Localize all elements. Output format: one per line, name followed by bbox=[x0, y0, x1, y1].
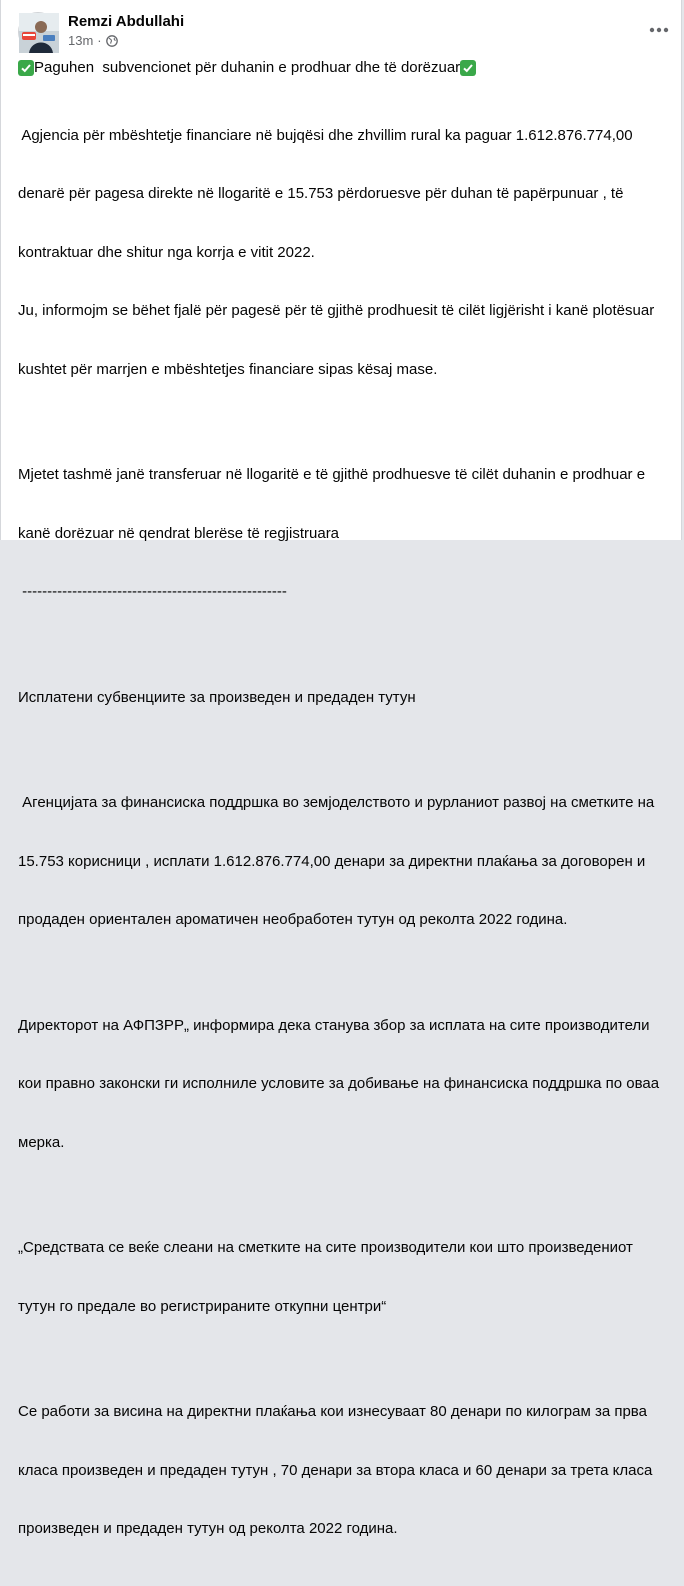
check-mark-button-icon bbox=[460, 60, 476, 76]
text-line: Mjetet tashmë janë transferuar në llogaritë e të gjithë prodhuesve të cilët duhanin e prodhuar e bbox=[18, 466, 646, 483]
text-line: 15.753 корисници , исплати 1.612.876.774,00 денари за директни плаќања за договорен и bbox=[18, 852, 646, 870]
text-line: Агенцијата за финансиска поддршка во земјоделството и рурланиот развој на сметките на bbox=[18, 794, 655, 811]
text-line: „Средствата се веќе слеани на сметките на сите производители кои што произведениот bbox=[18, 1239, 633, 1256]
post-paragraph bbox=[18, 977, 666, 1192]
text-line: kanë dorëzuar në qendrat blerëse të regjistruara bbox=[18, 524, 340, 542]
post-paragraph bbox=[18, 1363, 666, 1578]
text-divider: ----------------------------------------------------- bbox=[18, 583, 287, 600]
post-paragraph bbox=[18, 426, 666, 641]
post-body bbox=[18, 58, 666, 1586]
author-avatar[interactable] bbox=[18, 12, 58, 52]
text-line: Agjencia për mbështetje financiare në bujqësi dhe zhvillim rural ka paguar 1.612.876.774,00 bbox=[18, 126, 633, 144]
text-line: kontraktuar dhe shitur nga korrja e vitit 2022. bbox=[18, 243, 315, 261]
text-line: Директорот на АФПЗРР„ информира дека станува збор за исплата на сите производители bbox=[18, 1016, 650, 1034]
globe-icon[interactable] bbox=[106, 35, 118, 47]
text-line: кои правно законски ги исполниле условите за добивање на финансиска поддршка по оваа bbox=[18, 1075, 660, 1092]
text-line: Исплатени субвенциите за произведен и предаден тутун bbox=[18, 688, 416, 706]
text-line: произведен и предаден тутун од реколта 2022 година. bbox=[18, 1520, 398, 1537]
meta-separator: · bbox=[97, 33, 102, 48]
post-timestamp[interactable]: 13m bbox=[68, 33, 94, 48]
post-title-text: Paguhen subvencionet për duhanin e prodhuar dhe të dorëzuar bbox=[34, 59, 461, 76]
text-line: Ju, informojm se bëhet fjalë për pagesë për të gjithë prodhuesit të cilët ligjërisht i kanë plotësuar bbox=[18, 302, 655, 319]
post-paragraph bbox=[18, 649, 666, 747]
post-meta bbox=[68, 33, 118, 48]
more-options-button[interactable] bbox=[642, 12, 676, 46]
text-line: тутун го предале во регистрираните откупни центри“ bbox=[18, 1297, 387, 1315]
text-line: kushtet për marrjen e mbështetjes financiare sipas kësaj mase. bbox=[18, 360, 438, 378]
text-line: denarë për pagesa direkte në llogaritë e 15.753 përdoruesve për duhan të papërpunuar , të bbox=[18, 185, 624, 202]
post-paragraph bbox=[18, 87, 666, 419]
post-paragraph bbox=[18, 754, 666, 969]
post-header bbox=[1, 0, 681, 58]
check-mark-button-icon bbox=[18, 60, 34, 76]
author-name[interactable]: Remzi Abdullahi bbox=[68, 13, 185, 30]
text-line: класа произведен и предаден тутун , 70 денари за втора класа и 60 денари за трета класа bbox=[18, 1461, 653, 1479]
post-paragraph bbox=[18, 1199, 666, 1355]
text-line: Се работи за висина на директни плаќања кои изнесуваат 80 денари по килограм за прва bbox=[18, 1403, 647, 1420]
post-title-line bbox=[18, 58, 666, 78]
more-dots-icon bbox=[649, 20, 669, 38]
text-line: продаден ориентален ароматичен необработен тутун од реколта 2022 година. bbox=[18, 911, 568, 928]
text-line: мерка. bbox=[18, 1133, 65, 1151]
